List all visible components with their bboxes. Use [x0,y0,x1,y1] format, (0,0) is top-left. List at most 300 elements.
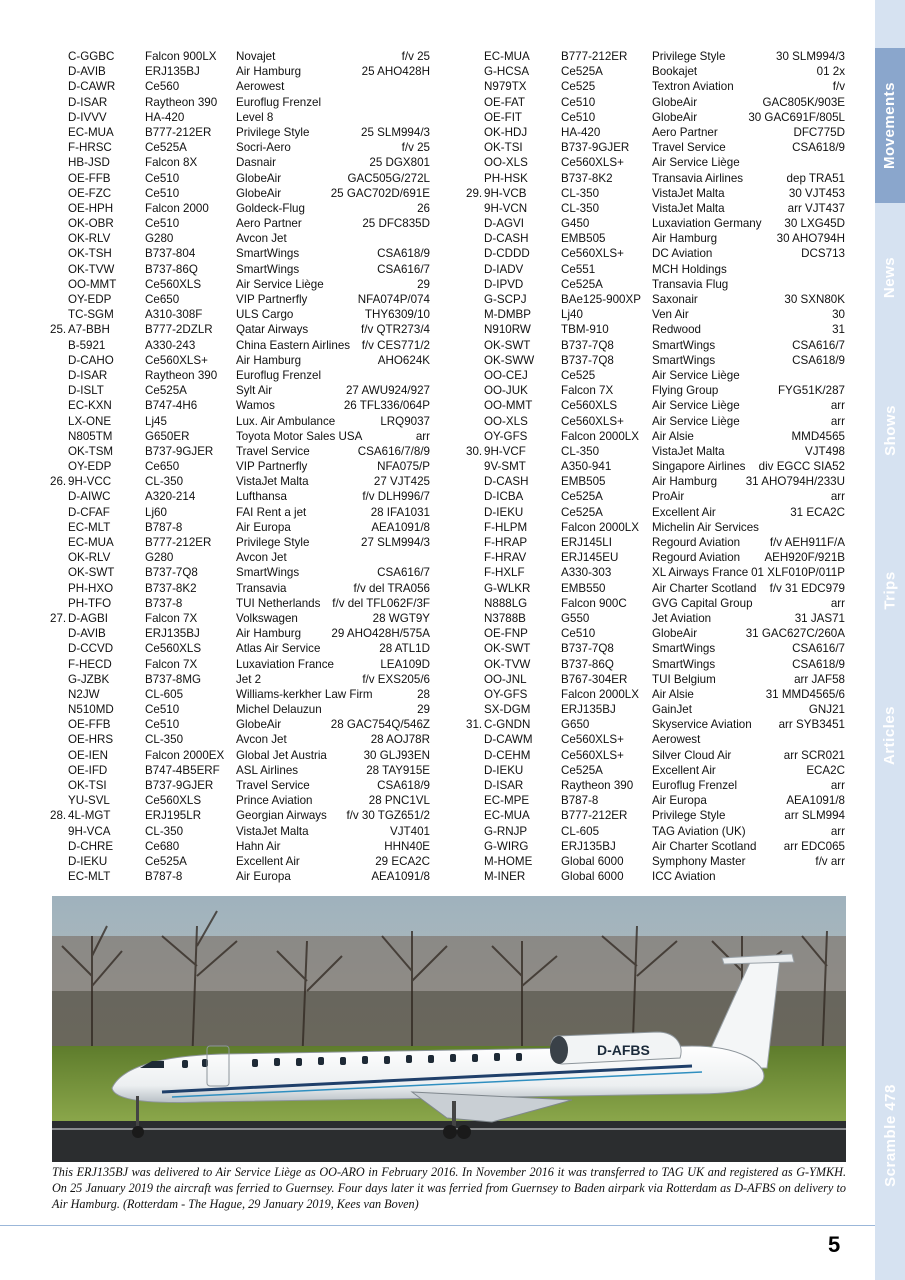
movement-row [466,626,845,641]
operator: Michelin Air Services [652,520,759,534]
movement-row [50,732,430,747]
aircraft-type: Ce560XLS [145,642,202,656]
operator: Travel Service [236,444,310,458]
registration: D-ICBA [484,490,524,504]
movements-column-left [50,49,430,884]
movement-row [50,201,430,216]
movement-row [50,550,430,565]
aircraft-type: Ce525A [561,277,603,291]
aircraft-type: A330-243 [145,338,196,352]
aircraft-type: A310-308F [145,308,203,322]
operator: Jet 2 [236,672,262,686]
operator: Avcon Jet [236,733,287,747]
tab-articles[interactable]: Articles [881,705,899,765]
day-label: 29. [466,186,483,200]
aircraft-type: B777-212ER [561,50,628,63]
flight-info: arr [830,779,845,792]
registration: N979TX [484,80,527,94]
operator: DC Aviation [652,247,713,261]
movement-row [466,763,845,778]
movement-row [50,793,430,808]
aircraft-type: B737-7Q8 [145,566,198,580]
flight-info: GNJ21 [808,703,845,717]
movement-row [466,702,845,717]
movement-row [466,535,845,550]
flight-info: 25 SLM994/3 [361,125,430,139]
movement-row [466,717,845,732]
registration: D-CHRE [68,839,114,853]
movement-row [466,520,845,535]
flight-info: AEH920F/921B [764,551,845,565]
aircraft-type: Falcon 2000LX [561,429,639,443]
operator: Lufthansa [236,490,287,504]
registration: N2JW [68,687,100,701]
flight-info: 31 [832,323,845,337]
tab-shows[interactable]: Shows [881,404,899,456]
registration: YU-SVL [68,794,110,808]
flight-info: AHO624K [377,353,430,367]
operator: Transavia [236,581,287,595]
registration: EC-MUA [484,809,530,823]
flight-info: 28 AOJ78R [370,733,430,747]
registration: D-AVIB [68,627,106,641]
flight-info: AEA1091/8 [786,794,845,808]
movement-row [466,368,845,383]
aircraft-type: CL-350 [561,186,600,200]
operator: XL Airways France [652,566,749,580]
registration: 9H-VCN [484,201,528,215]
movement-row [50,626,430,641]
registration: OE-IEN [68,748,108,762]
flight-info: arr SCR021 [783,748,845,762]
movement-row [50,338,430,353]
operator: Prince Aviation [236,794,313,808]
operator: VistaJet Malta [652,444,725,458]
movement-row [50,489,430,504]
registration: 4L-MGT [68,809,111,823]
flight-info: 27 SLM994/3 [361,536,430,549]
flight-info: GAC505G/272L [347,171,430,185]
registration: OY-GFS [484,687,528,701]
flight-info: 26 [417,201,430,215]
operator: Travel Service [652,141,726,155]
operator: Goldeck-Flug [236,201,305,215]
movement-row [466,338,845,353]
aircraft-type: Ce510 [145,703,180,717]
registration: D-CAWM [484,733,533,747]
operator: Air Hamburg [236,65,302,79]
aircraft-photo [52,896,846,1162]
movement-row [466,808,845,823]
operator: GainJet [652,703,692,717]
aircraft-type: Ce510 [145,217,180,231]
registration: OO-MMT [68,277,117,291]
registration: EC-MLT [68,520,111,534]
registration: M-HOME [484,854,533,868]
registration: LX-ONE [68,414,112,428]
movement-row [50,854,430,869]
flight-info: 31 AHO794H/233U [745,475,845,489]
flight-info: LEA109D [380,657,430,671]
registration: 9H-VCA [68,824,111,838]
registration: D-AGBI [68,611,108,625]
flight-info: CSA616/7 [377,262,430,276]
registration: D-IADV [484,262,524,276]
day-label: 31. [466,718,483,732]
aircraft-type: CL-350 [561,201,600,215]
aircraft-type: Ce510 [145,718,180,732]
flight-info: f/v 25 [401,50,430,63]
movement-row [50,322,430,337]
aircraft-type: Ce560XLS+ [561,748,624,762]
flight-info: f/v del TFL062F/3F [332,596,430,610]
operator: Avcon Jet [236,551,287,565]
aircraft-type: ERJ135BJ [561,839,616,853]
aircraft-type: G650ER [145,429,190,443]
movement-row [466,216,845,231]
movement-row [50,49,430,64]
movement-row [50,429,430,444]
operator: Sylt Air [236,384,273,398]
movement-row [50,216,430,231]
registration: D-AGVI [484,217,524,231]
registration: TC-SGM [68,308,114,322]
registration: OY-EDP [68,460,112,474]
aircraft-type: B777-2DZLR [145,323,213,337]
flight-info: NFA074P/074 [357,293,430,306]
aircraft-type: CL-350 [561,444,600,458]
registration: F-HECD [68,657,112,671]
flight-info: CSA618/9 [377,247,430,261]
operator: Socri-Aero [236,141,291,155]
aircraft-type: Global 6000 [561,854,624,868]
movement-row [466,505,845,520]
operator: VistaJet Malta [236,824,309,838]
registration: OO-XLS [484,414,528,428]
flight-info: 29 ECA2C [375,854,430,868]
operator: Air Charter Scotland [652,581,757,595]
operator: Privilege Style [236,125,310,139]
aircraft-type: B787-8 [145,870,183,884]
movement-row [466,307,845,322]
registration: EC-MUA [484,50,530,63]
flight-info: 30 GLJ93EN [363,748,430,762]
flight-info: arr [830,824,845,838]
flight-info: 29 AHO428H/575A [331,627,430,641]
registration: D-IEKU [484,763,524,777]
tab-movements[interactable]: Movements [875,48,905,203]
operator: Air Hamburg [236,353,302,367]
operator: Privilege Style [652,50,726,63]
aircraft-type: B737-9GJER [145,779,214,792]
operator: Excellent Air [236,854,300,868]
aircraft-type: ERJ145LI [561,536,612,549]
registration: D-AVIB [68,65,106,79]
aircraft-type: BAe125-900XP [561,293,641,306]
operator: Air Service Liège [652,156,740,170]
aircraft-type: Ce650 [145,293,180,306]
aircraft-type: Ce525A [561,763,603,777]
movement-row [50,292,430,307]
registration: OK-SWW [484,353,535,367]
operator: Avcon Jet [236,232,287,246]
aircraft-type: B737-7Q8 [561,642,614,656]
aircraft-type: B737-86Q [561,657,614,671]
operator: Atlas Air Service [236,642,321,656]
registration: D-ISAR [68,95,108,109]
operator: Skyservice Aviation [652,718,752,732]
registration: G-WIRG [484,839,529,853]
flight-info: arr VJT437 [787,201,845,215]
flight-info: 30 VJT453 [788,186,845,200]
operator: Wamos [236,399,275,413]
registration: EC-MPE [484,794,530,808]
flight-info: VJT498 [805,444,845,458]
registration: D-CEHM [484,748,531,762]
aircraft-type: G650 [561,718,590,732]
aircraft-type: Global 6000 [561,870,624,884]
registration: M-INER [484,870,526,884]
flight-info: VJT401 [390,824,430,838]
flight-info: 26 TFL336/064P [343,399,430,413]
movement-row [466,125,845,140]
aircraft-type: Ce560XLS+ [561,414,624,428]
aircraft-type: Falcon 2000 [145,201,209,215]
aircraft-type: Falcon 2000LX [561,687,639,701]
flight-info: f/v 31 EDC979 [769,581,845,595]
aircraft-type: B747-4H6 [145,399,198,413]
aircraft-type: ERJ195LR [145,809,202,823]
operator: GlobeAir [652,95,698,109]
operator: VistaJet Malta [652,186,725,200]
movement-row [466,186,845,201]
aircraft-type: Ce510 [561,95,596,109]
registration: G-RNJP [484,824,528,838]
operator: Euroflug Frenzel [652,779,738,792]
registration: D-CASH [484,232,529,246]
registration: N510MD [68,703,114,717]
flight-info: 25 DFC835D [362,217,430,231]
aircraft-type: Ce650 [145,460,180,474]
aircraft-type: Ce525 [561,368,596,382]
flight-info: MMD4565 [791,429,845,443]
operator: Excellent Air [652,505,716,519]
aircraft-type: Falcon 8X [145,156,198,170]
operator: Hahn Air [236,839,281,853]
aircraft-type: B787-8 [561,794,599,808]
movement-row [50,505,430,520]
registration: G-SCPJ [484,293,527,306]
movement-row [50,611,430,626]
registration: OE-FAT [484,95,526,109]
flight-info: GAC805K/903E [762,95,845,109]
aircraft-type: Ce680 [145,839,180,853]
aircraft-type: Ce525A [561,65,603,79]
movement-row [50,414,430,429]
aircraft-type: Lj60 [145,505,167,519]
flight-info: 31 GAC627C/260A [745,627,845,641]
operator: SmartWings [652,657,716,671]
day-label: 25. [50,323,67,337]
registration: OK-TSM [68,444,114,458]
movement-row [466,778,845,793]
registration: M-DMBP [484,308,532,322]
aircraft-type: B737-7Q8 [561,338,614,352]
flight-info: 30 [832,308,845,322]
flight-info: ECA2C [806,763,845,777]
operator: GVG Capital Group [652,596,753,610]
movement-row [466,793,845,808]
registration: A7-BBH [68,323,110,337]
tab-news[interactable]: News [881,256,899,299]
operator: VistaJet Malta [652,201,725,215]
registration: EC-MUA [68,536,114,549]
flight-info: arr [830,399,845,413]
registration: OK-OBR [68,217,114,231]
page-number: 5 [828,1232,841,1257]
registration: OK-TSI [68,779,107,792]
movement-row [50,748,430,763]
movement-row [466,95,845,110]
registration: D-CASH [484,475,529,489]
operator: Level 8 [236,110,274,124]
registration: PH-TFO [68,596,112,610]
registration: 9H-VCB [484,186,527,200]
registration: F-HLPM [484,520,528,534]
flight-info: THY6309/10 [364,308,430,322]
registration: D-AIWC [68,490,111,504]
aircraft-type: Raytheon 390 [145,95,218,109]
movement-row [466,277,845,292]
operator: Luxaviation Germany [652,217,762,231]
aircraft-type: Ce525A [561,505,603,519]
operator: GlobeAir [652,110,698,124]
registration: OE-FZC [68,186,112,200]
flight-info: 28 WGT9Y [372,611,430,625]
flight-info: f/v CES771/2 [361,338,430,352]
flight-info: f/v EXS205/6 [362,672,430,686]
registration: N888LG [484,596,528,610]
movement-row [50,535,430,550]
movement-row [50,231,430,246]
registration: OK-TVW [68,262,115,276]
operator: ASL Airlines [236,763,299,777]
operator: Aero Partner [236,217,302,231]
aircraft-type: Falcon 7X [561,384,614,398]
operator: ULS Cargo [236,308,294,322]
registration: OE-FNP [484,627,528,641]
flight-info: f/v 30 TGZ651/2 [346,809,430,823]
flight-info: f/v 25 [401,141,430,155]
flight-info: 31 ECA2C [790,505,845,519]
operator: TUI Netherlands [236,596,321,610]
operator: SmartWings [652,338,716,352]
aircraft-type: Ce560XLS+ [145,353,208,367]
tab-scramble-issue[interactable]: Scramble 478 [881,1083,899,1187]
flight-info: 27 VJT425 [373,475,430,489]
tab-trips[interactable]: Trips [881,570,899,610]
registration: F-HRAP [484,536,528,549]
aircraft-type: B767-304ER [561,672,628,686]
aircraft-type: B747-4B5ERF [145,763,220,777]
operator: Air Hamburg [652,232,718,246]
flight-info: f/v [832,80,845,94]
movement-row [50,596,430,611]
movement-row [50,778,430,793]
movement-row [466,611,845,626]
operator: Ven Air [652,308,689,322]
operator: Air Hamburg [236,627,302,641]
flight-info: CSA616/7/8/9 [357,444,430,458]
operator: Silver Cloud Air [652,748,732,762]
movement-row [466,565,845,580]
flight-info: 29 [417,703,430,717]
flight-info: 01 XLF010P/011P [751,566,845,580]
movement-row [466,292,845,307]
movement-row [50,368,430,383]
movement-row [50,155,430,170]
movement-row [466,398,845,413]
flight-info: 30 GAC691F/805L [748,110,845,124]
operator: SmartWings [236,247,300,261]
operator: Michel Delauzun [236,703,322,717]
operator: Toyota Motor Sales USA [236,429,363,443]
movement-row [50,641,430,656]
aircraft-type: Ce525A [145,384,187,398]
registration: D-CFAF [68,505,110,519]
registration: OE-HPH [68,201,114,215]
aircraft-type: Raytheon 390 [561,779,634,792]
movement-row [466,657,845,672]
movement-row [466,79,845,94]
movement-row [50,398,430,413]
registration: G-JZBK [68,672,110,686]
flight-info: CSA618/9 [792,141,845,155]
flight-info: NFA075/P [377,460,430,474]
movement-row [466,49,845,64]
operator: TUI Belgium [652,672,716,686]
day-label: 26. [50,475,67,489]
operator: Aero Partner [652,125,718,139]
movement-row [466,231,845,246]
aircraft-type: ERJ135BJ [145,65,200,79]
registration: N910RW [484,323,531,337]
flight-info: CSA618/9 [377,779,430,792]
operator: Air Hamburg [652,475,718,489]
photo-caption: This ERJ135BJ was delivered to Air Service Liège as OO-ARO in February 2016. In November 2016 it was transferred to TAG UK and registered as G-YMKH. On 25 January 2019 the aircraft was ferried to Guernsey. Four days later it was ferried from Guernsey to Baden airpark via Rotterdam as D-AFBS on delivery to Air Hamburg. (Rotterdam - The Hague, 29 January 2019, Kees van Boven) [52,1165,846,1211]
flight-info: HHN40E [384,839,430,853]
movement-row [50,520,430,535]
registration: G-HCSA [484,65,530,79]
operator: Transavia Flug [652,277,729,291]
aircraft-type: Falcon 7X [145,611,198,625]
registration: C-GGBC [68,50,115,63]
aircraft-type: A320-214 [145,490,196,504]
aircraft-type: B777-212ER [145,536,212,549]
flight-info: arr SLM994 [784,809,845,823]
flight-info: CSA616/7 [377,566,430,580]
flight-info: 31 JAS71 [794,611,845,625]
flight-info: 25 GAC702D/691E [330,186,430,200]
operator: MCH Holdings [652,262,727,276]
registration: D-ISLT [68,384,104,398]
operator: China Eastern Airlines [236,338,351,352]
aircraft-type: HA-420 [145,110,185,124]
flight-info: 28 [417,687,430,701]
flight-info: f/v DLH996/7 [362,490,430,504]
aircraft-type: G280 [145,551,174,565]
movement-row [466,824,845,839]
